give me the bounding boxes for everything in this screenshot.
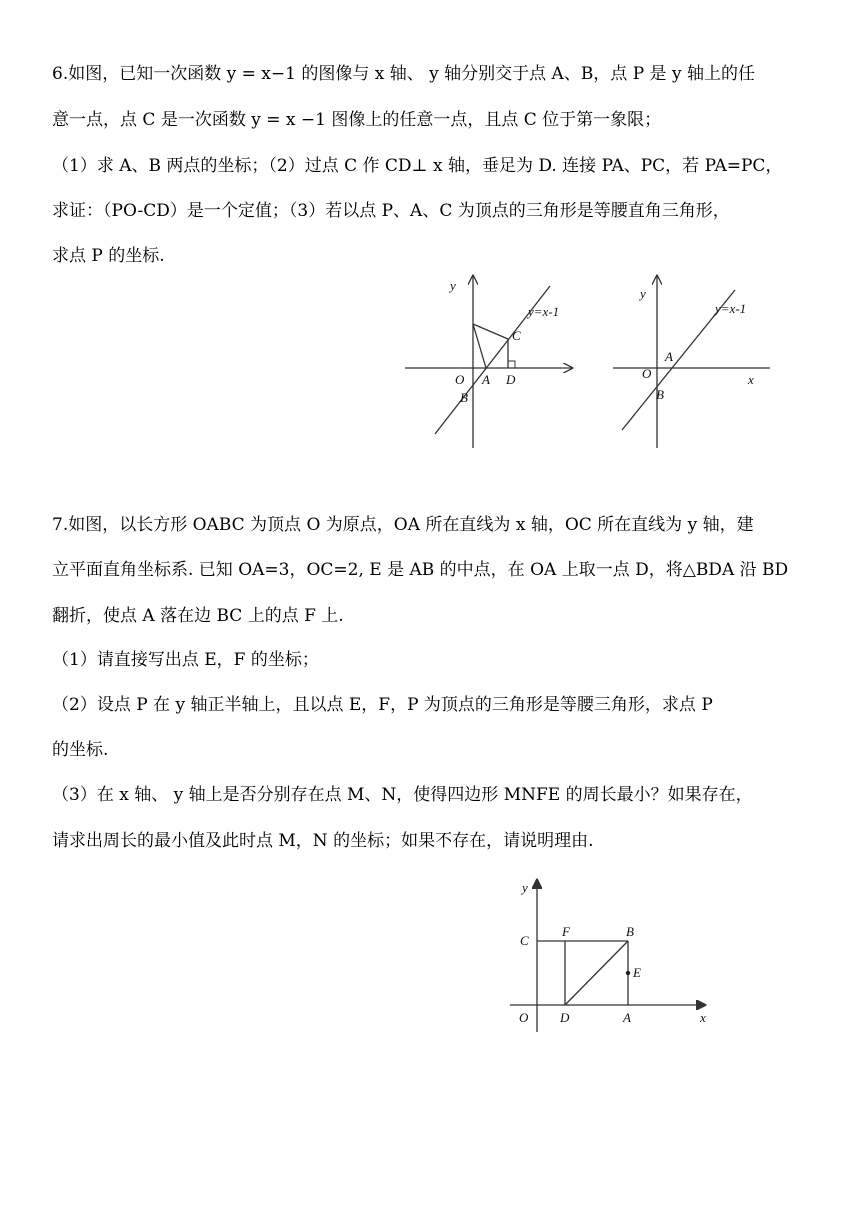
p6-line-4: 求证：（PO-CD）是一个定值；（3）若以点 P、A、C 为顶点的三角形是等腰直角三角形，: [52, 201, 730, 221]
p7-line-7: （3）在 x 轴、 y 轴上是否分别存在点 M、N，使得四边形 MNFE 的周长最小？如果存在，: [52, 785, 753, 805]
p7-line-4: （1）请直接写出点 E，F 的坐标；: [52, 650, 319, 670]
label-A: A: [623, 1010, 631, 1025]
right-angle-mark: [508, 361, 515, 368]
label-x: x: [748, 372, 754, 387]
label-x: x: [700, 1010, 706, 1025]
segment-DB: [565, 941, 628, 1005]
label-D: D: [560, 1010, 570, 1025]
label-y: y: [450, 278, 456, 293]
p6-figure-right: [610, 268, 780, 458]
p7-line-8: 请求出周长的最小值及此时点 M，N 的坐标；如果不存在，请说明理由.: [52, 831, 594, 851]
label-y: y: [522, 880, 528, 895]
p7-line-5: （2）设点 P 在 y 轴正半轴上，且以点 E，F，P 为顶点的三角形是等腰三角形，求点 P: [52, 695, 713, 715]
point-E: [626, 971, 630, 975]
segment-PC: [473, 324, 508, 339]
label-B: B: [460, 390, 468, 405]
label-A: A: [482, 372, 490, 387]
label-O: O: [455, 372, 465, 387]
label-C: C: [520, 933, 529, 948]
p7-figure: [500, 872, 725, 1044]
p6-line-1: 6.如图，已知一次函数 y = x−1 的图像与 x 轴、 y 轴分别交于点 A、B，点 P 是 y 轴上的任: [52, 64, 755, 84]
p6-line-2: 意一点，点 C 是一次函数 y = x −1 图像上的任意一点，且点 C 位于第一象限；: [52, 110, 662, 130]
segment-PA: [473, 324, 486, 368]
label-F: F: [562, 924, 570, 939]
p7-line-6: 的坐标.: [52, 740, 109, 760]
label-A: A: [665, 349, 673, 364]
label-O: O: [519, 1010, 529, 1025]
label-O: O: [642, 366, 652, 381]
label-B: B: [656, 387, 664, 402]
label-B: B: [626, 924, 634, 939]
p6-line-3: （1）求 A、B 两点的坐标；（2）过点 C 作 CD⊥ x 轴，垂足为 D. 连接 PA、PC，若 PA=PC，: [52, 156, 783, 176]
p7-line-3: 翻折，使点 A 落在边 BC 上的点 F 上.: [52, 606, 344, 626]
p7-line-2: 立平面直角坐标系. 已知 OA=3，OC=2, E 是 AB 的中点，在 OA 上取一点 D，将△BDA 沿 BD: [52, 560, 789, 580]
label-C: C: [512, 328, 521, 343]
label-E: E: [633, 965, 641, 980]
label-line: y=x-1: [715, 301, 747, 316]
label-line: y=x-1: [528, 304, 560, 319]
label-y: y: [640, 286, 646, 301]
p6-line-5: 求点 P 的坐标.: [52, 246, 165, 266]
p7-line-1: 7.如图，以长方形 OABC 为顶点 O 为原点，OA 所在直线为 x 轴，OC 所在直线为 y 轴，建: [52, 515, 754, 535]
label-D: D: [506, 372, 516, 387]
p6-figure-left: [400, 268, 580, 458]
